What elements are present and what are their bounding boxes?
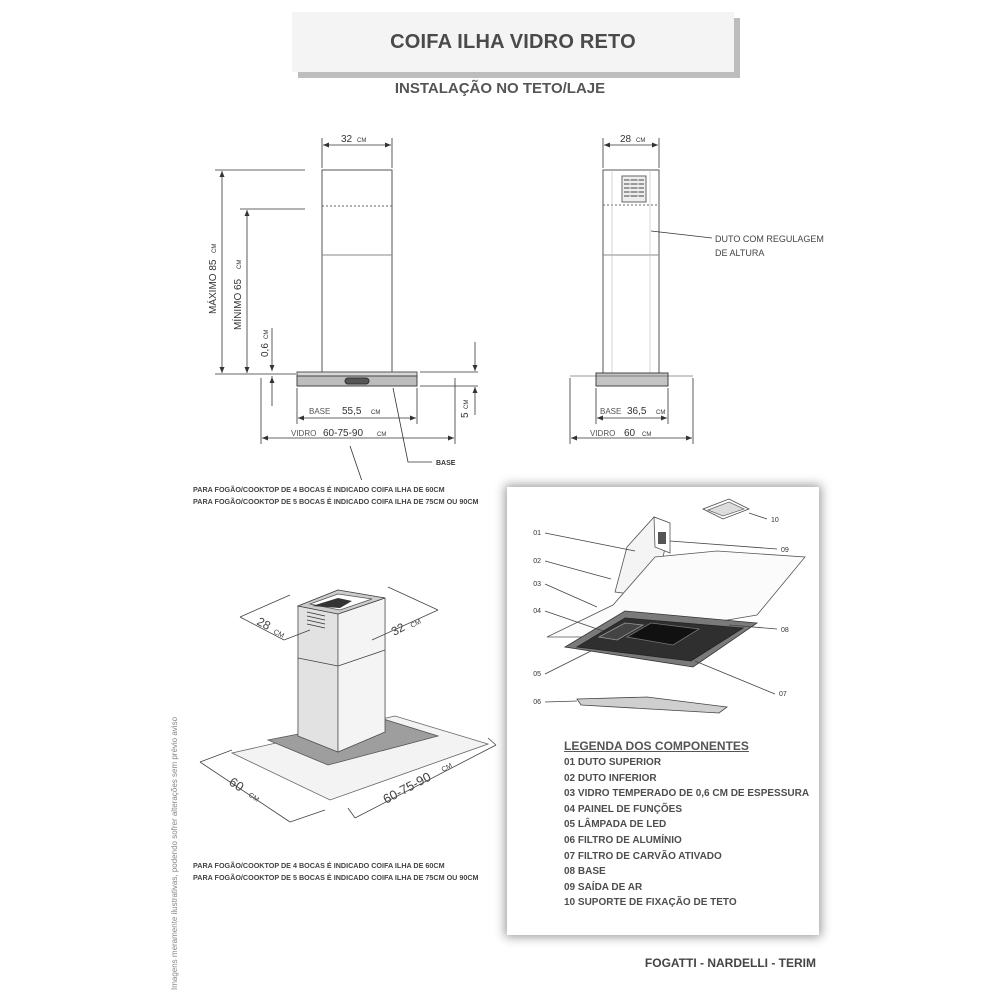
legend-item: 06 FILTRO DE ALUMÍNIO bbox=[564, 834, 682, 846]
note-line-1: PARA FOGÃO/COOKTOP DE 4 BOCAS É INDICADO COIFA ILHA DE 60CM bbox=[193, 485, 445, 494]
callout-10: 10 bbox=[771, 517, 779, 524]
side-base bbox=[596, 373, 668, 386]
front-base-unit: CM bbox=[371, 410, 381, 416]
iso-glass-width-unit: CM bbox=[440, 762, 454, 774]
front-control-panel bbox=[345, 378, 369, 384]
min-height-unit: CM bbox=[237, 259, 243, 269]
legend-item: 07 FILTRO DE CARVÃO ATIVADO bbox=[564, 850, 722, 862]
side-width-value: 28 bbox=[620, 134, 632, 145]
iso-chimney-side bbox=[298, 606, 338, 752]
side-base-label: BASE bbox=[600, 407, 622, 416]
air-outlet-icon bbox=[658, 532, 666, 544]
front-base-callout: BASE bbox=[436, 460, 456, 467]
legend-item: 03 VIDRO TEMPERADO DE 0,6 CM DE ESPESSURA bbox=[564, 788, 810, 800]
cooktop-note-top bbox=[193, 484, 479, 508]
vent-grille-icon bbox=[622, 176, 646, 202]
note-line-1-repeat: PARA FOGÃO/COOKTOP DE 4 BOCAS É INDICADO COIFA ILHA DE 60CM bbox=[193, 861, 445, 870]
iso-glass-depth-unit: CM bbox=[246, 791, 260, 804]
callout-09: 09 bbox=[781, 547, 789, 554]
disclaimer-vertical bbox=[150, 660, 179, 990]
brand-footer: FOGATTI - NARDELLI - TERIM bbox=[644, 956, 816, 970]
exploded-view-panel bbox=[507, 487, 819, 935]
legend-item: 01 DUTO SUPERIOR bbox=[564, 757, 662, 768]
front-glass bbox=[297, 372, 417, 376]
legend-item: 10 SUPORTE DE FIXAÇÃO DE TETO bbox=[564, 897, 737, 909]
isometric-view bbox=[180, 540, 510, 850]
max-height-label: MÁXIMO 85 bbox=[208, 259, 219, 314]
callout-07: 07 bbox=[779, 691, 787, 698]
side-base-unit: CM bbox=[656, 410, 666, 416]
front-glass-label: VIDRO bbox=[291, 429, 317, 438]
side-base-value: 36,5 bbox=[627, 406, 647, 417]
duct-note-line1: DUTO COM REGULAGEM bbox=[715, 234, 824, 244]
glass-thickness-value: 0,6 bbox=[260, 343, 271, 357]
page-subtitle: INSTALAÇÃO NO TETO/LAJE bbox=[394, 80, 606, 97]
base-height-unit: CM bbox=[464, 399, 470, 409]
iso-width-unit: CM bbox=[409, 618, 423, 630]
legend-item: 08 BASE bbox=[564, 866, 606, 878]
side-glass-unit: CM bbox=[642, 432, 652, 438]
callout-08: 08 bbox=[781, 627, 789, 634]
disclaimer-text: Imagens meramente ilustrativas, podendo sofrer alterações sem prévio aviso bbox=[170, 716, 179, 990]
legend-item: 02 DUTO INFERIOR bbox=[564, 772, 657, 784]
iso-chimney-front bbox=[338, 598, 385, 752]
front-width-value: 32 bbox=[341, 134, 353, 145]
min-height-label: MÍNIMO 65 bbox=[233, 278, 244, 330]
side-view bbox=[570, 138, 712, 444]
legend-title: LEGENDA DOS COMPONENTES bbox=[564, 739, 749, 753]
duct-note-line2: DE ALTURA bbox=[715, 248, 765, 258]
callout-02: 02 bbox=[533, 558, 541, 565]
orthographic-views bbox=[0, 0, 1000, 480]
callout-01: 01 bbox=[533, 530, 541, 537]
max-height-unit: CM bbox=[212, 243, 218, 253]
front-glass-value: 60-75-90 bbox=[323, 428, 364, 439]
callout-03: 03 bbox=[533, 581, 541, 588]
callout-04: 04 bbox=[533, 608, 541, 615]
note-line-2: PARA FOGÃO/COOKTOP DE 5 BOCAS É INDICADO COIFA ILHA DE 75CM OU 90CM bbox=[193, 497, 479, 506]
iso-depth-unit: CM bbox=[272, 628, 285, 640]
legend-item: 05 LÂMPADA DE LED bbox=[564, 819, 667, 831]
base-height-value: 5 bbox=[460, 412, 471, 418]
note-line-2-repeat: PARA FOGÃO/COOKTOP DE 5 BOCAS É INDICADO COIFA ILHA DE 75CM OU 90CM bbox=[193, 873, 479, 882]
side-glass-value: 60 bbox=[624, 428, 636, 439]
front-glass-unit: CM bbox=[377, 432, 387, 438]
front-width-unit: CM bbox=[357, 138, 367, 144]
front-chimney bbox=[322, 170, 392, 372]
iso-depth-value: 28 bbox=[254, 614, 273, 633]
glass-thickness-unit: CM bbox=[264, 329, 270, 339]
front-base-label: BASE bbox=[309, 407, 331, 416]
cooktop-note-bottom bbox=[193, 860, 479, 884]
iso-width-value: 32 bbox=[388, 620, 408, 639]
callout-06: 06 bbox=[533, 699, 541, 706]
side-glass-label: VIDRO bbox=[590, 429, 616, 438]
exploded-diagram bbox=[507, 487, 819, 727]
callout-05: 05 bbox=[533, 671, 541, 678]
iso-glass-depth-value: 60 bbox=[226, 774, 247, 795]
page-title: COIFA ILHA VIDRO RETO bbox=[390, 30, 636, 53]
legend-item: 09 SAÍDA DE AR bbox=[564, 881, 643, 893]
front-base-value: 55,5 bbox=[342, 406, 362, 417]
legend-list bbox=[564, 755, 809, 911]
legend-item: 04 PAINEL DE FUNÇÕES bbox=[564, 803, 682, 815]
aluminum-filter bbox=[577, 697, 727, 713]
iso-glass-width-value: 60-75-90 bbox=[380, 768, 434, 807]
side-width-unit: CM bbox=[636, 138, 646, 144]
